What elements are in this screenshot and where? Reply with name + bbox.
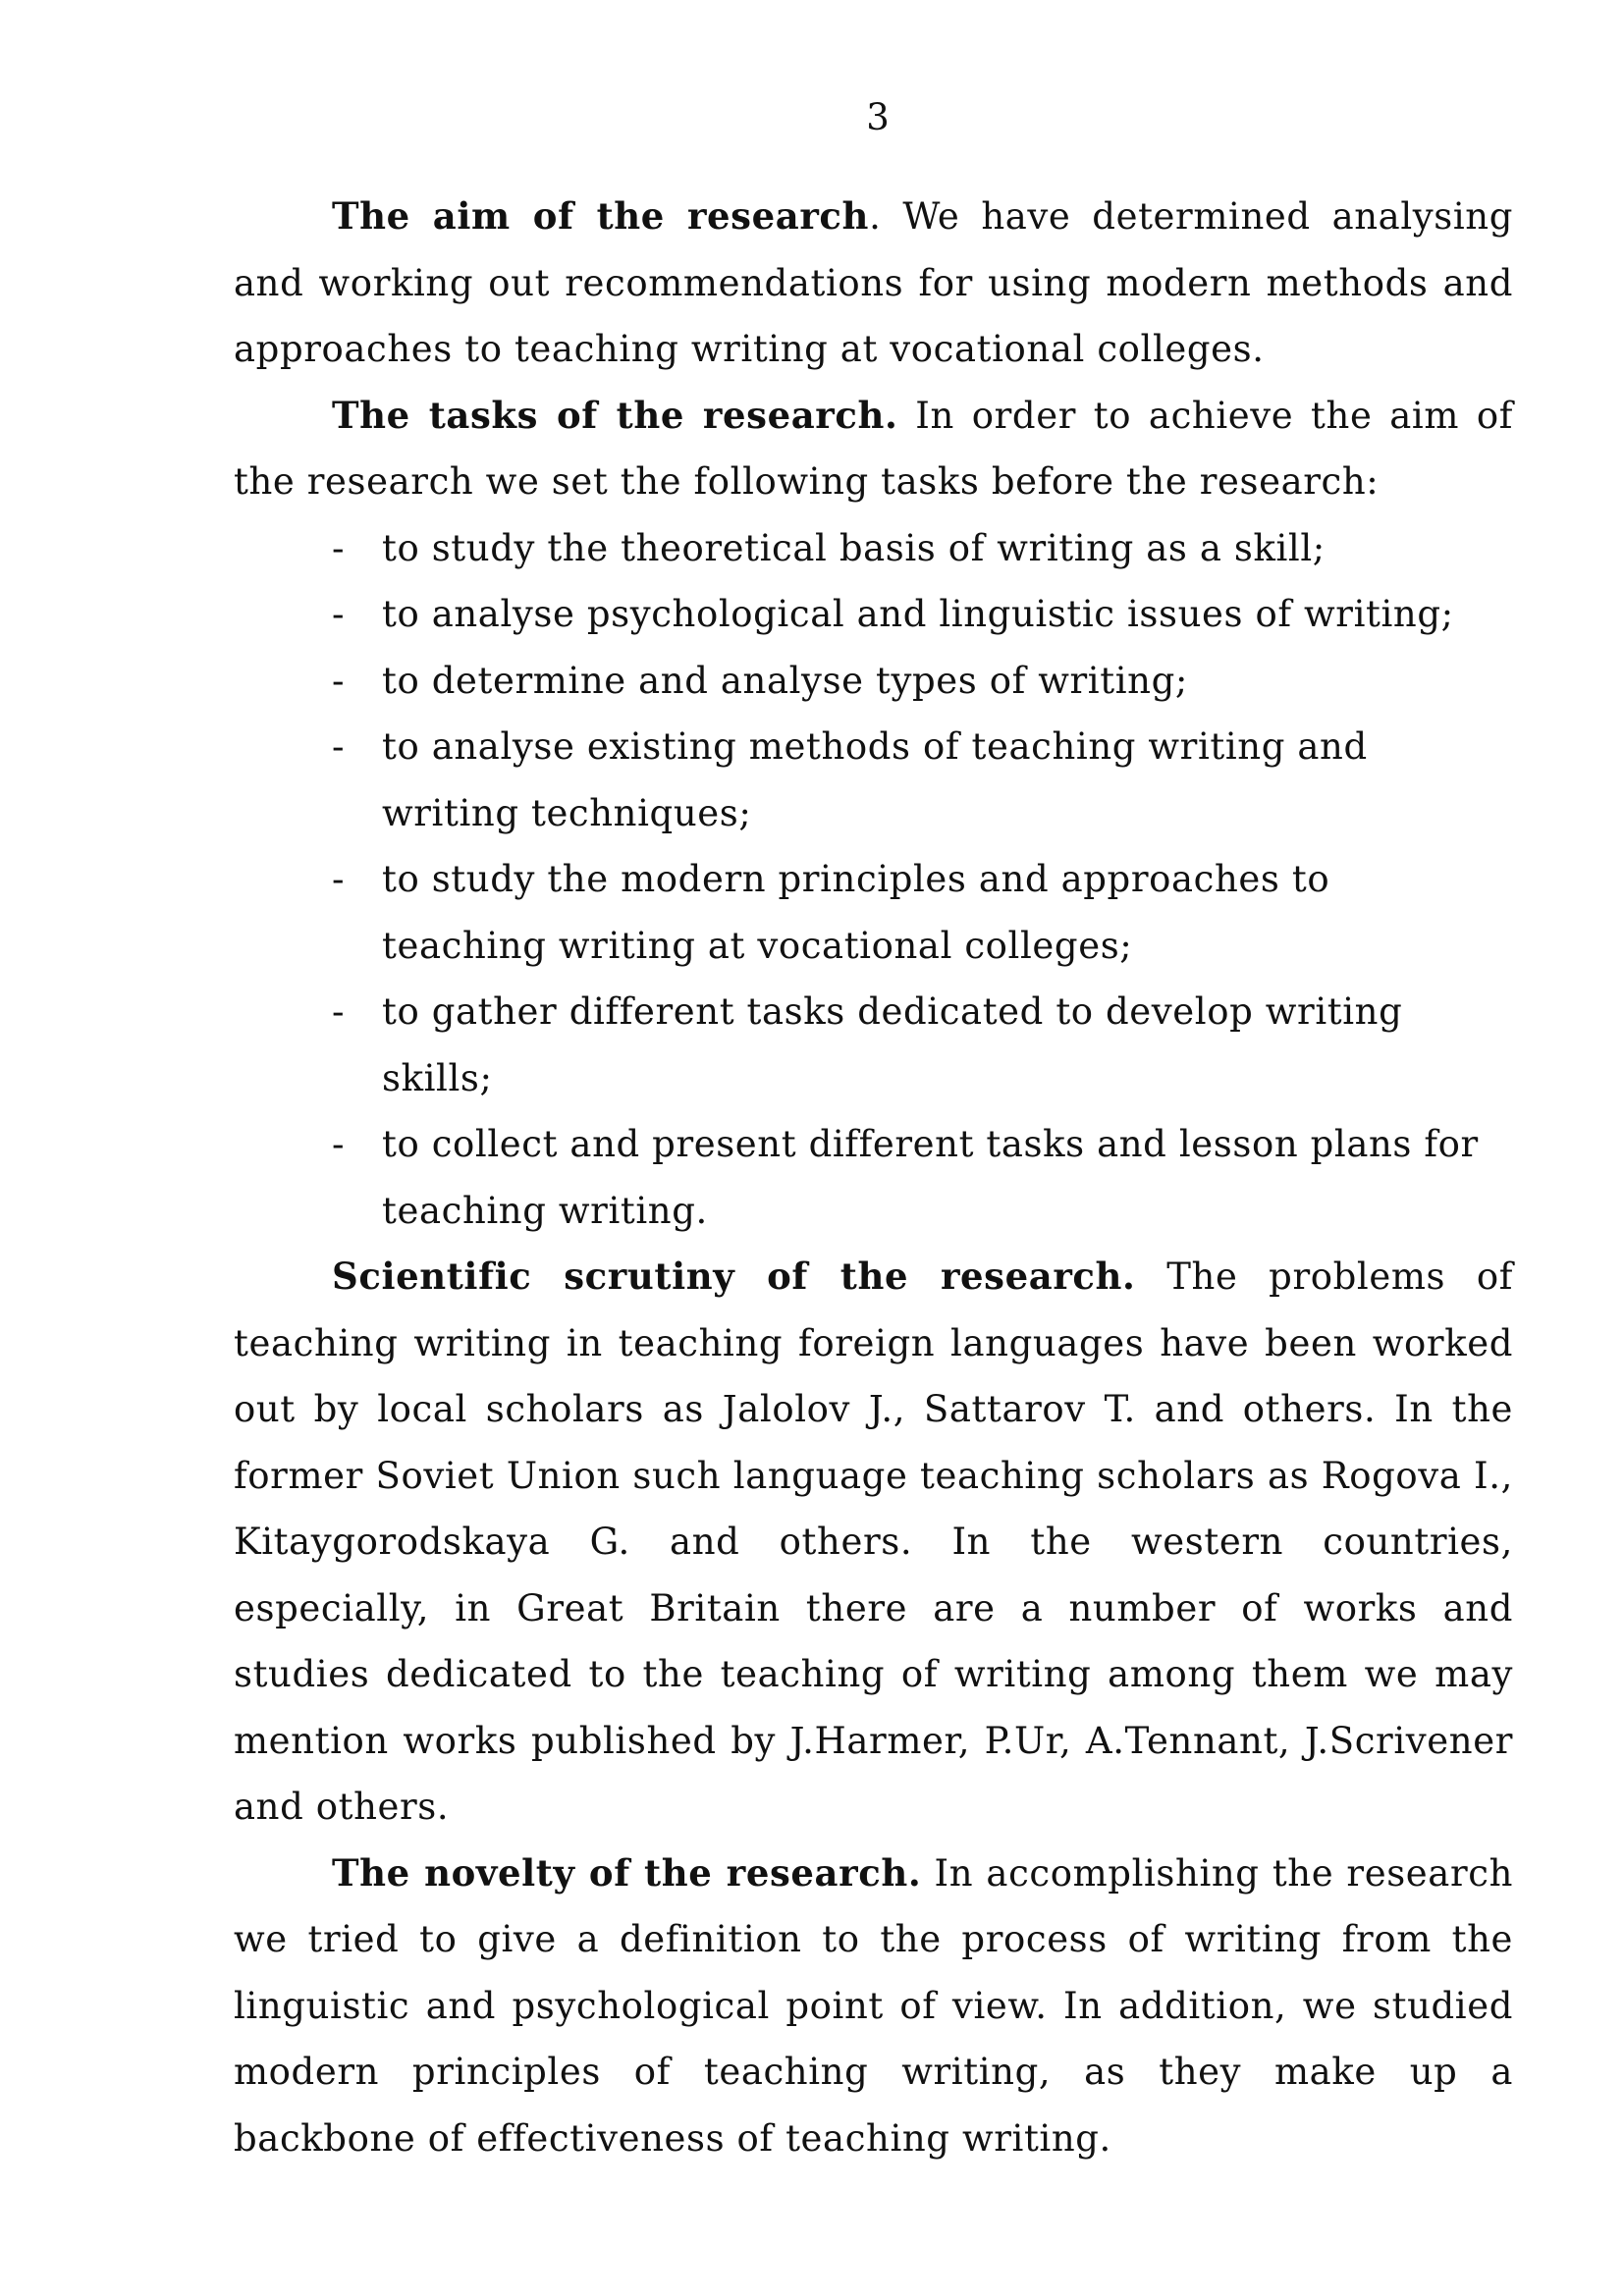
- task-item: [234, 648, 1513, 715]
- aim-paragraph: [234, 184, 1513, 383]
- task-item: [234, 846, 1513, 979]
- task-text: to collect and present different tasks and lesson plans for teaching writing.: [382, 1123, 1479, 1232]
- task-text: to study the modern principles and approaches to teaching writing at vocational colleges;: [382, 858, 1330, 967]
- bullet-dash: -: [332, 1123, 346, 1165]
- bullet-dash: -: [332, 526, 346, 569]
- page-number: 3: [866, 96, 890, 138]
- task-text: to analyse existing methods of teaching writing and writing techniques;: [382, 725, 1368, 834]
- bullet-dash: -: [332, 659, 346, 702]
- bullet-dash: -: [332, 990, 346, 1033]
- bullet-dash: -: [332, 725, 346, 768]
- scrutiny-heading: Scientific scrutiny of the research.: [332, 1255, 1136, 1298]
- tasks-list: [234, 515, 1513, 1245]
- tasks-intro: In order to achieve the aim of the research we set the following tasks before the research:: [234, 394, 1513, 503]
- task-item: [234, 1111, 1513, 1244]
- document-body: [234, 184, 1513, 2171]
- task-text: to analyse psychological and linguistic issues of writing;: [382, 593, 1454, 635]
- task-text: to determine and analyse types of writing;: [382, 659, 1188, 702]
- scrutiny-text: The problems of teaching writing in teaching foreign languages have been worked out by local scholars as Jalolov J., Sattarov T. and others. In the former Soviet Union such language teaching scholars as Rogova I., Kitaygorodskaya G. and others. In the western countries, especially, in Great Britain there are a number of works and studies dedicated to the teaching of writing among them we may mention works published by J.Harmer, P.Ur, A.Tennant, J.Scrivener and others.: [234, 1255, 1513, 1828]
- scrutiny-paragraph: [234, 1244, 1513, 1841]
- tasks-heading: The tasks of the research.: [332, 393, 898, 437]
- tasks-paragraph: [234, 383, 1513, 515]
- task-item: [234, 714, 1513, 846]
- task-item: [234, 515, 1513, 582]
- novelty-text: In accomplishing the research we tried to give a definition to the process of writing from the linguistic and psychological point of view. In addition, we studied modern principles of teaching writing, as they make up a backbone of effectiveness of teaching writing.: [234, 1851, 1513, 2160]
- bullet-dash: -: [332, 858, 346, 900]
- aim-text: . We have determined analysing and working out recommendations for using modern methods and approaches to teaching writing at vocational colleges.: [234, 195, 1513, 370]
- bullet-dash: -: [332, 593, 346, 635]
- task-text: to study the theoretical basis of writing as a skill;: [382, 526, 1326, 569]
- task-item: [234, 979, 1513, 1111]
- novelty-paragraph: [234, 1841, 1513, 2172]
- task-item: [234, 581, 1513, 648]
- aim-heading: The aim of the research: [332, 194, 870, 238]
- task-text: to gather different tasks dedicated to develop writing skills;: [382, 990, 1403, 1099]
- novelty-heading: The novelty of the research.: [332, 1850, 922, 1895]
